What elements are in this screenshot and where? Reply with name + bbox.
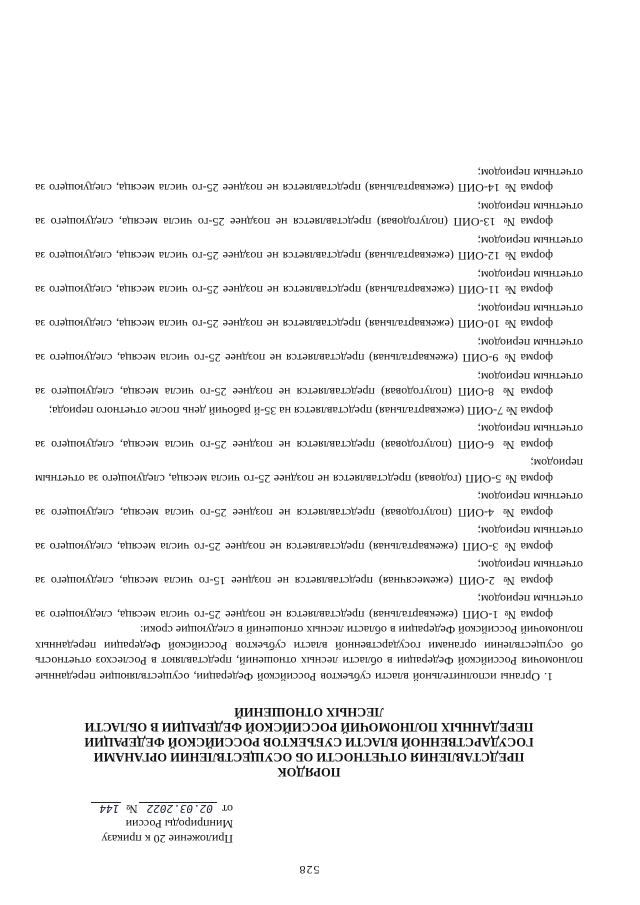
page-number: 528 [298, 863, 320, 877]
form-item: форма № 6-ОИП (полугодовая) представляется не позднее 25-го числа месяца, следующего за отчетным периодом; [35, 422, 583, 452]
order-number-label: № [126, 802, 138, 816]
order-date-handwritten: 02.03.2022 [146, 802, 213, 815]
paragraph-1: 1. Органы исполнительной власти субъектов Российской Федерации, осуществляющие переданные полномочия Российской Федерации в области лесных отношений, представляют в Рослесхоз отчетность об осуществлении органами государственной власти субъектов Российской Федерации переданных полномочий Российской Федерации в области лесных отношений в следующие сроки: [35, 623, 583, 684]
appendix-header [35, 801, 233, 846]
form-item: форма № 3-ОИП (ежеквартальная) представляется не позднее 25-го числа месяца, следующего за отчетным периодом; [35, 524, 583, 554]
form-item: форма № 8-ОИП (полугодовая) представляется не позднее 25-го числа месяца, следующего за отчетным периодом; [35, 370, 583, 400]
form-item: форма № 12-ОИП (ежеквартальная) представляется не позднее 25-го числа месяца, следующего за отчетным периодом; [35, 234, 583, 264]
form-item: форма № 5-ОИП (годовая) представляется не позднее 25-го числа месяца, следующего за отчетным периодом; [35, 456, 583, 486]
form-item: форма № 13-ОИП (полугодовая) представляется не позднее 25-го числа месяца, следующего за отчетным периодом; [35, 200, 583, 230]
form-item: форма № 9-ОИП (ежеквартальная) представляется не позднее 25-го числа месяца, следующего за отчетным периодом; [35, 336, 583, 366]
title-line-2: ПРЕДСТАВЛЕНИЯ ОТЧЕТНОСТИ ОБ ОСУЩЕСТВЛЕНИИ ОРГАНАМИ [93, 750, 525, 764]
form-item: форма № 1-ОИП (ежеквартальная) представляется не позднее 25-го числа месяца, следующего за отчетным периодом; [35, 592, 583, 622]
order-number-handwritten: 144 [99, 802, 120, 815]
title-line-3: ГОСУДАРСТВЕННОЙ ВЛАСТИ СУБЪЕКТОВ РОССИЙСКОЙ ФЕДЕРАЦИИ [84, 735, 534, 749]
form-item: форма № 14-ОИП (ежеквартальная) представляется не позднее 25-го числа месяца, следующего за отчетным периодом; [35, 166, 583, 196]
appendix-line-2: Минприроды России [125, 817, 233, 831]
page-content [35, 153, 583, 878]
title-line-4: ПЕРЕДАННЫХ ПОЛНОМОЧИЙ РОССИЙСКОЙ ФЕДЕРАЦИИ В ОБЛАСТИ [84, 720, 534, 734]
order-reference [35, 801, 233, 816]
forms-list [35, 165, 583, 623]
form-item: форма № 2-ОИП (ежемесячная) представляется не позднее 15-го числа месяца, следующего за отчетным периодом; [35, 558, 583, 588]
form-item: форма № 11-ОИП (ежеквартальная) представляется не позднее 25-го числа месяца, следующего за отчетным периодом; [35, 268, 583, 298]
order-number-underline [91, 802, 121, 803]
form-item: форма № 7-ОИП (ежеквартальная) представляется на 35-й рабочий день после отчетного периода; [48, 404, 553, 418]
appendix-line-1: Приложение 20 к приказу [101, 832, 233, 846]
form-item: форма № 4-ОИП (полугодовая) представляется не позднее 25-го числа месяца, следующего за отчетным периодом; [35, 490, 583, 520]
order-prefix: от [221, 802, 233, 816]
document-title [35, 704, 583, 779]
title-line-5: ЛЕСНЫХ ОТНОШЕНИЙ [234, 705, 384, 719]
form-item: форма № 10-ОИП (ежеквартальная) представляется не позднее 25-го числа месяца, следующего за отчетным периодом; [35, 302, 583, 332]
order-date-underline [139, 802, 217, 803]
title-line-1: ПОРЯДОК [277, 765, 341, 779]
